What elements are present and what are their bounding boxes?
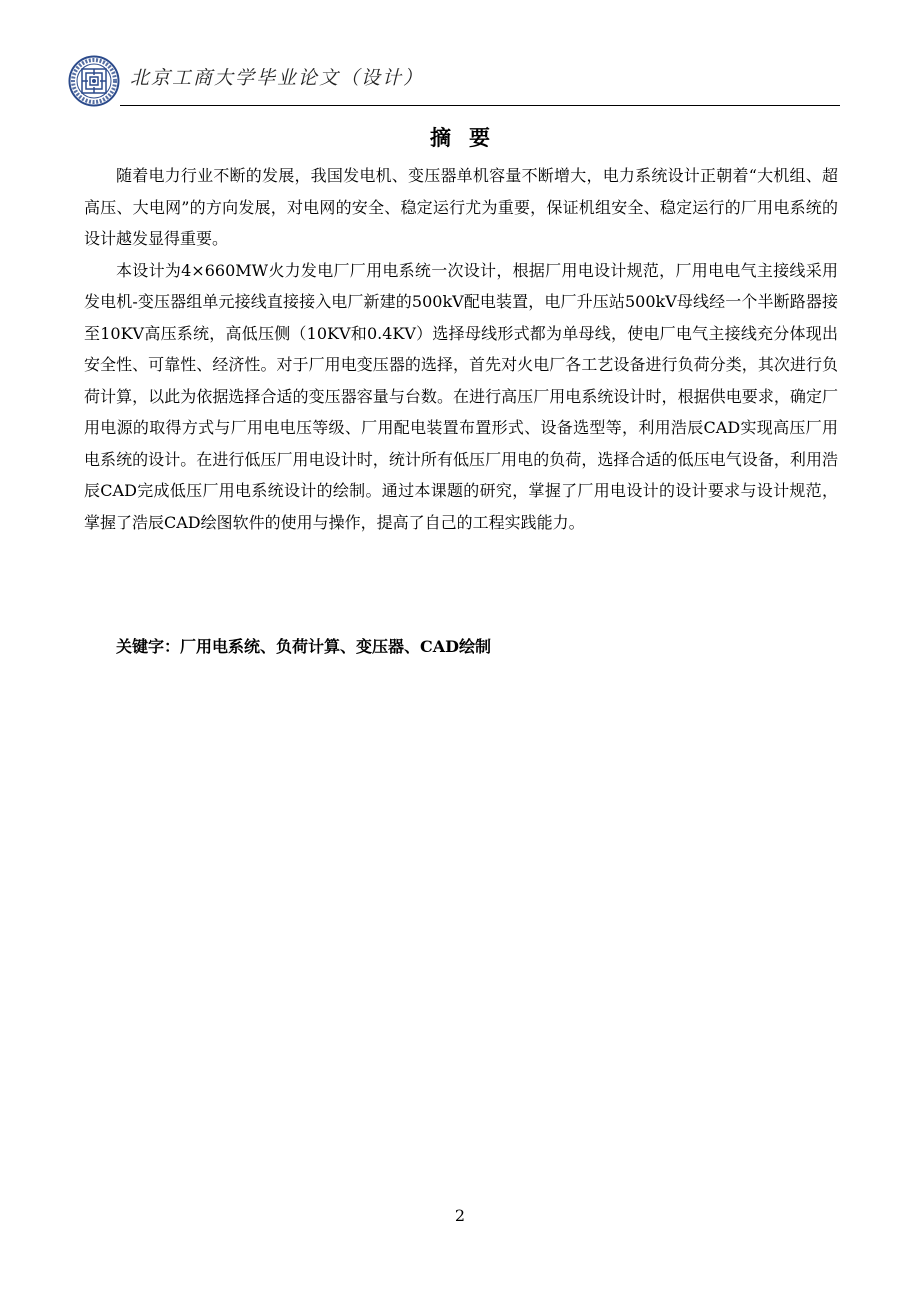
page-number: 2: [454, 1206, 466, 1225]
header-title: 北京工商大学毕业论文（设计）: [130, 67, 425, 89]
header-divider: [120, 105, 840, 106]
abstract-paragraph: 随着电力行业不断的发展，我国发电机、变压器单机容量不断增大，电力系统设计正朝着“大机组、超高压、大电网”的方向发展，对电网的安全、稳定运行尤为重要，保证机组安全、稳定运行的厂用电系统的设计越发显得重要。: [84, 166, 838, 248]
abstract-heading: 摘要: [430, 125, 508, 150]
abstract-body: [84, 160, 838, 538]
page-header: [68, 55, 840, 111]
abstract-paragraph: 本设计为4×660MW火力发电厂厂用电系统一次设计，根据厂用电设计规范，厂用电电气主接线采用发电机-变压器组单元接线直接接入电厂新建的500kV配电装置，电厂升压站500kV母线经一个半断路器接至10KV高压系统，高低压侧（10KV和0.4KV）选择母线形式都为单母线，使电厂电气主接线充分体现出安全性、可靠性、经济性。对于厂用电变压器的选择，首先对火电厂各工艺设备进行负荷分类，其次进行负荷计算，以此为依据选择合适的变压器容量与台数。在进行高压厂用电系统设计时，根据供电要求，确定厂用电源的取得方式与厂用电电压等级、厂用配电装置布置形式、设备选型等，利用浩辰CAD实现高压厂用电系统的设计。在进行低压厂用电设计时，统计所有低压厂用电的负荷，选择合适的低压电气设备，利用浩辰CAD完成低压厂用电系统设计的绘制。通过本课题的研究，掌握了厂用电设计的设计要求与设计规范，掌握了浩辰CAD绘图软件的使用与操作，提高了自己的工程实践能力。: [84, 260, 838, 532]
keywords-line: 关键字：厂用电系统、负荷计算、变压器、CAD绘制: [116, 637, 492, 656]
university-seal-icon: [68, 55, 120, 107]
